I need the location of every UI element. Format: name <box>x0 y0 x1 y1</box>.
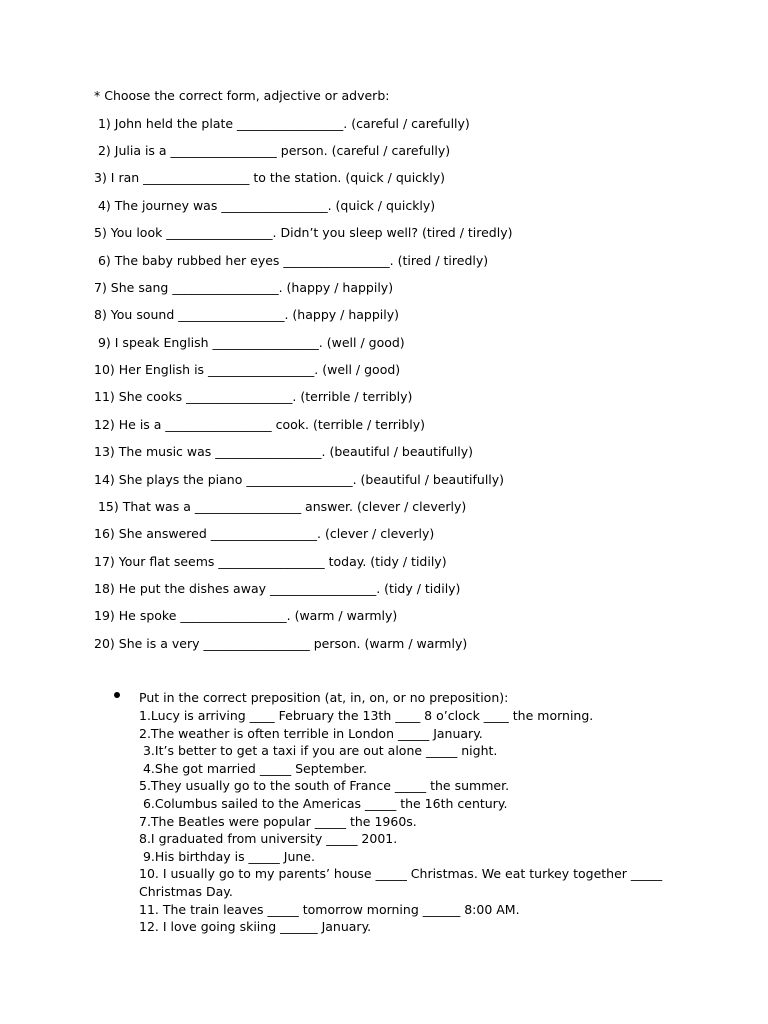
exercise2-item-10-continued: Christmas Day. <box>139 884 233 899</box>
exercise1-item-7: 7) She sang _________________. (happy / happily) <box>94 280 394 295</box>
exercise2-item-11: 11. The train leaves _____ tomorrow morning ______ 8:00 AM. <box>139 901 520 917</box>
exercise2-item-5: 5.They usually go to the south of France _____ the summer. <box>139 778 510 794</box>
exercise1-item-3: 3) I ran _________________ to the station. (quick / quickly) <box>94 170 446 185</box>
exercise1-item-2: 2) Julia is a _________________ person. (careful / carefully) <box>94 143 451 158</box>
exercise1-item-1: 1) John held the plate _________________. (careful / carefully) <box>94 116 470 131</box>
exercise1-item-18: 18) He put the dishes away _________________. (tidy / tidily) <box>94 581 461 596</box>
exercise2-item-7: 7.The Beatles were popular _____ the 1960s. <box>139 813 417 829</box>
exercise1-item-13: 13) The music was _________________. (beautiful / beautifully) <box>94 444 474 459</box>
exercise1-item-5: 5) You look _________________. Didn’t you sleep well? (tired / tiredly) <box>94 225 513 240</box>
exercise1-item-15: 15) That was a _________________ answer. (clever / cleverly) <box>94 499 467 514</box>
exercise1-item-17: 17) Your flat seems _________________ today. (tidy / tidily) <box>94 554 447 569</box>
exercise1-item-10: 10) Her English is _________________. (well / good) <box>94 362 401 377</box>
exercise2-item-12: 12. I love going skiing ______ January. <box>139 919 372 935</box>
exercise1-item-11: 11) She cooks _________________. (terrible / terribly) <box>94 389 413 404</box>
exercise2-item-2: 2.The weather is often terrible in London _____ January. <box>139 725 483 741</box>
exercise1-item-19: 19) He spoke _________________. (warm / warmly) <box>94 608 398 623</box>
exercise1-item-12: 12) He is a _________________ cook. (terrible / terribly) <box>94 417 426 432</box>
exercise1-item-16: 16) She answered _________________. (clever / cleverly) <box>94 526 435 541</box>
exercise1-item-4: 4) The journey was _________________. (quick / quickly) <box>94 198 436 213</box>
exercise2-item-10: 10. I usually go to my parents’ house _____ Christmas. We eat turkey together _____ <box>139 866 663 882</box>
exercise2-item-8: 8.I graduated from university _____ 2001. <box>139 831 398 847</box>
section1-heading: * Choose the correct form, adjective or adverb: <box>94 88 390 103</box>
exercise2-item-3: 3.It’s better to get a taxi if you are out alone _____ night. <box>139 743 498 759</box>
exercise2-item-1: 1.Lucy is arriving ____ February the 13th ____ 8 o’clock ____ the morning. <box>139 708 594 723</box>
bullet-icon <box>114 692 120 698</box>
exercise1-item-20: 20) She is a very _________________ person. (warm / warmly) <box>94 636 468 651</box>
exercise1-item-8: 8) You sound _________________. (happy / happily) <box>94 307 399 322</box>
exercise1-item-6: 6) The baby rubbed her eyes _________________. (tired / tiredly) <box>94 253 489 268</box>
section2-heading: Put in the correct preposition (at, in, on, or no preposition): <box>139 690 509 705</box>
exercise1-item-9: 9) I speak English _________________. (well / good) <box>94 335 405 350</box>
exercise1-item-14: 14) She plays the piano _________________. (beautiful / beautifully) <box>94 472 505 487</box>
exercise2-item-6: 6.Columbus sailed to the Americas _____ the 16th century. <box>139 796 508 811</box>
exercise2-item-9: 9.His birthday is _____ June. <box>139 848 315 864</box>
exercise2-item-4: 4.She got married _____ September. <box>139 760 367 776</box>
